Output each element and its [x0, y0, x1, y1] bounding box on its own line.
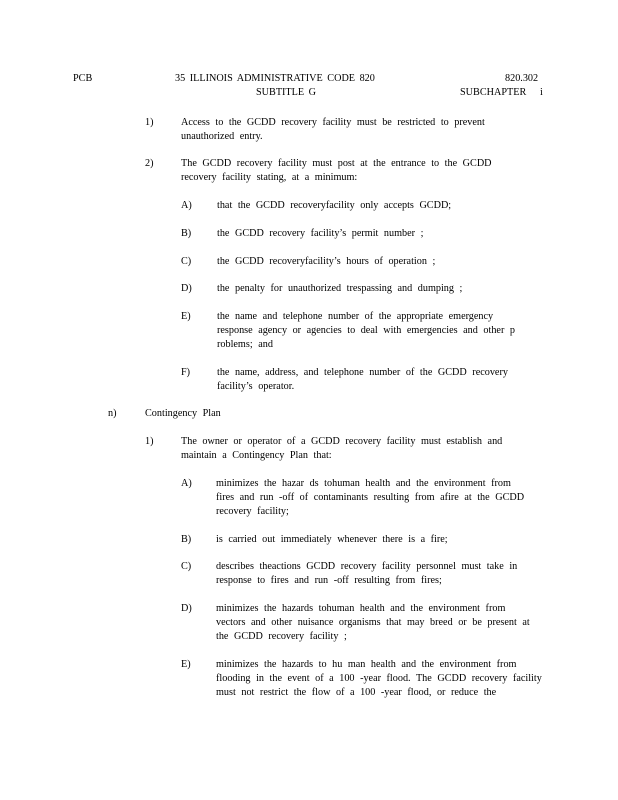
item-label: 1) [145, 436, 154, 447]
item-text: the name and telephone number of the appropriate emergency response agency or agencies to deal with emergencies and other p roblems; and [217, 311, 515, 350]
item-label: B) [181, 228, 192, 239]
header-title: 35 ILLINOIS ADMINISTRATIVE CODE 820 [175, 73, 375, 84]
item-label: C) [181, 256, 192, 267]
item-label: D) [181, 283, 192, 294]
item-label: 2) [145, 158, 154, 169]
item-text: minimizes the hazar ds tohuman health and the environment from fires and run -off of contaminants resulting from afire at the GCDD recovery facility; [216, 478, 525, 517]
item-text: The owner or operator of a GCDD recovery facility must establish and maintain a Contingency Plan that: [181, 436, 503, 461]
item-text: the GCDD recovery facility’s permit number ; [217, 228, 424, 239]
item-text: the penalty for unauthorized trespassing and dumping ; [217, 283, 463, 294]
item-label: E) [181, 659, 191, 670]
item-label: D) [181, 603, 192, 614]
item-text: The GCDD recovery facility must post at the entrance to the GCDD recovery facility stating, at a minimum: [181, 158, 492, 183]
header-subchapter-letter: i [540, 87, 543, 98]
item-text: minimizes the hazards tohuman health and the environment from vectors and other nuisance organisms that may breed or be present at the GCDD recovery facility ; [216, 603, 530, 642]
item-label: n) [108, 408, 117, 419]
item-text: the name, address, and telephone number of the GCDD recovery facility’s operator. [217, 367, 508, 392]
header-subtitle: SUBTITLE G [256, 87, 317, 98]
item-label: B) [181, 534, 192, 545]
item-label: A) [181, 200, 192, 211]
header-subchapter: SUBCHAPTER [460, 87, 527, 98]
header-agency: PCB [73, 73, 93, 84]
item-label: A) [181, 478, 192, 489]
item-text: that the GCDD recoveryfacility only accepts GCDD; [217, 200, 452, 211]
item-text: the GCDD recoveryfacility’s hours of operation ; [217, 256, 436, 267]
item-text: minimizes the hazards to hu man health and the environment from flooding in the event of a 100 -year flood. The GCDD recovery facility must not restrict the flow of a 100 -year flood, or reduce the [216, 659, 542, 698]
item-label: F) [181, 367, 191, 378]
header-section-number: 820.302 [505, 73, 539, 84]
item-text: Access to the GCDD recovery facility must be restricted to prevent unauthorized entry. [181, 117, 485, 142]
item-text: is carried out immediately whenever there is a fire; [216, 534, 448, 545]
item-label: 1) [145, 117, 154, 128]
item-label: C) [181, 561, 192, 572]
item-label: E) [181, 311, 191, 322]
item-text: describes theactions GCDD recovery facility personnel must take in response to fires and run -off resulting from fires; [216, 561, 518, 586]
item-text: Contingency Plan [145, 408, 221, 419]
